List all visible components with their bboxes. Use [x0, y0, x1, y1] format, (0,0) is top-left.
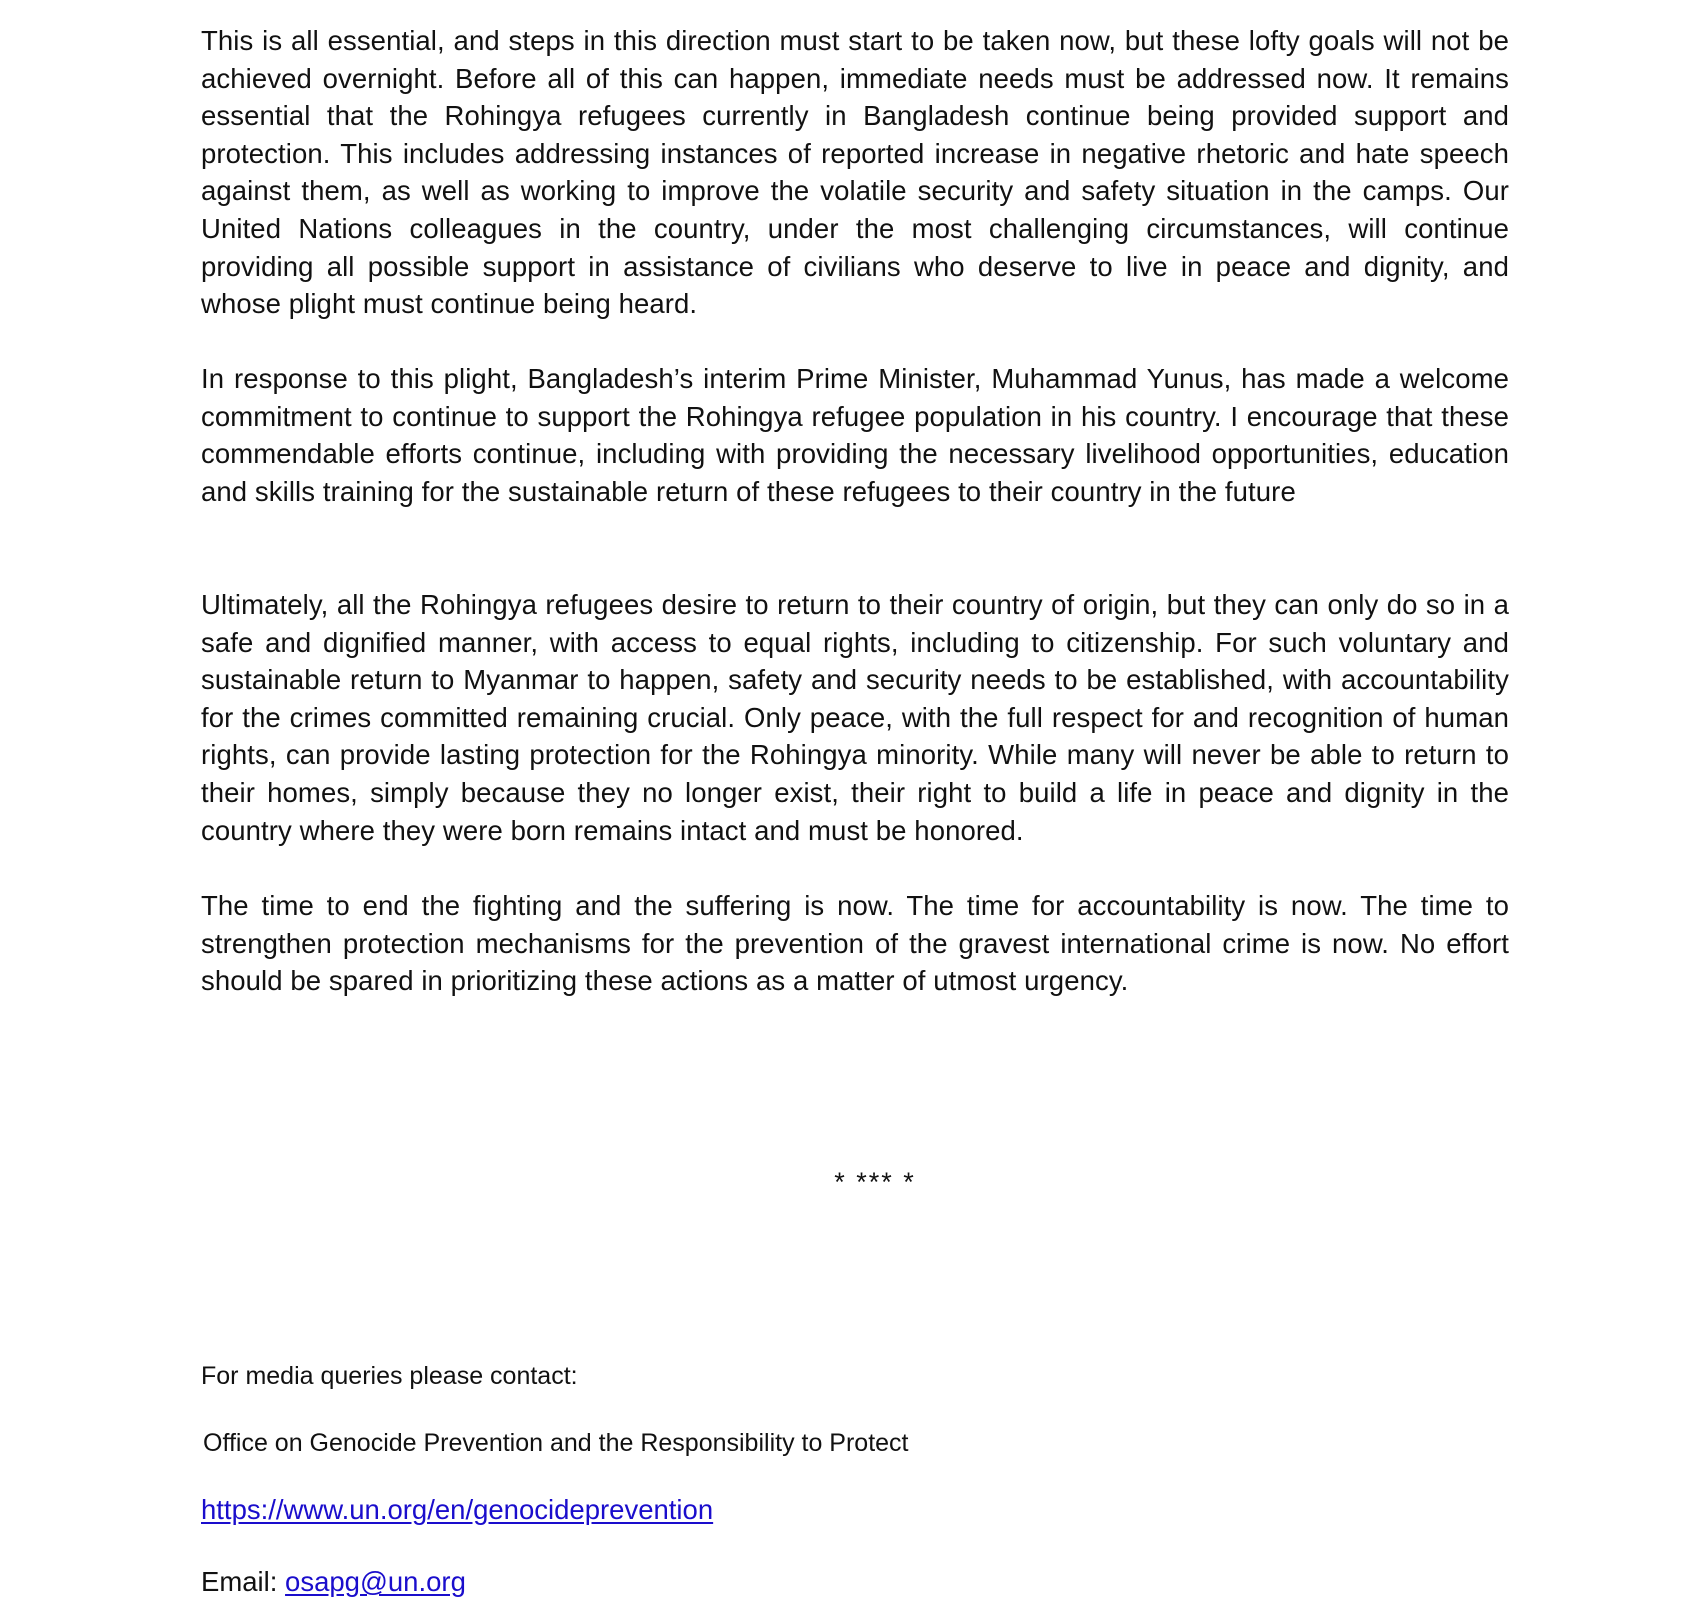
- paragraph-immediate-needs: This is all essential, and steps in this direction must start to be taken now, but these lofty goals will not be achieved overnight. Before all of this can happen, immediate needs must be addressed now. It remains essential that the Rohingya refugees currently in Bangladesh continue being provided support and protection. This includes addressing instances of reported increase in negative rhetoric and hate speech against them, as well as working to improve the volatile security and safety situation in the camps. Our United Nations colleagues in the country, under the most challenging circumstances, will continue providing all possible support in assistance of civilians who deserve to live in peace and dignity, and whose plight must continue being heard.: [201, 25, 1509, 320]
- paragraph-bangladesh-commitment: In response to this plight, Bangladesh’s interim Prime Minister, Muhammad Yunus, has made a welcome commitment to continue to support the Rohingya refugee population in his country. I encourage that these commendable efforts continue, including with providing the necessary livelihood opportunities, education and skills training for the sustainable return of these refugees to their country in the future: [201, 363, 1509, 507]
- website-line: [201, 1493, 1509, 1527]
- email-label: Email:: [201, 1566, 286, 1597]
- section-separator: * *** *: [834, 1167, 916, 1197]
- media-contact-heading: For media queries please contact:: [201, 1362, 578, 1390]
- email-line: [201, 1565, 1509, 1599]
- office-name: Office on Genocide Prevention and the Responsibility to Protect: [203, 1429, 909, 1457]
- paragraph-safe-return: Ultimately, all the Rohingya refugees desire to return to their country of origin, but they can only do so in a safe and dignified manner, with access to equal rights, including to citizenship. For such voluntary and sustainable return to Myanmar to happen, safety and security needs to be established, with accountability for the crimes committed remaining crucial. Only peace, with the full respect for and recognition of human rights, can provide lasting protection for the Rohingya minority. While many will never be able to return to their homes, simply because they no longer exist, their right to build a life in peace and dignity in the country where they were born remains intact and must be honored.: [201, 589, 1509, 846]
- website-link[interactable]: https://www.un.org/en/genocideprevention: [201, 1494, 714, 1525]
- paragraph-time-to-act: The time to end the fighting and the suffering is now. The time for accountability is now. The time to strengthen protection mechanisms for the prevention of the gravest international crime is now. No effort should be spared in prioritizing these actions as a matter of utmost urgency.: [201, 890, 1509, 997]
- email-link[interactable]: osapg@un.org: [285, 1566, 466, 1597]
